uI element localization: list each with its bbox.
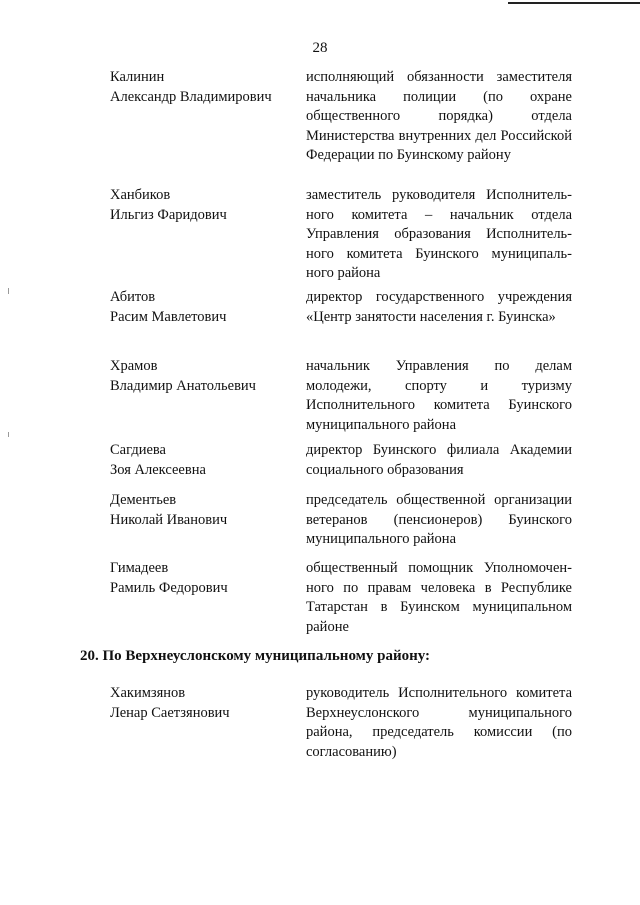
member-given-names: Николай Иванович (110, 511, 228, 528)
member-position: директор государственного учреждения «Центр занятости населения г. Буинска» (306, 289, 572, 325)
member-position: исполняющий обязанности заместителя начальника полиции (по охране общественного порядка) отдела Министерства внутренних дел Российской Федерации по Буинскому району (306, 69, 572, 163)
member-given-names: Расим Мавлетович (110, 308, 227, 325)
member-position: заместитель руководителя Исполнитель-ного комитета – начальник отдела Управления образования Исполнитель-ного комитета Буинского муниципаль-ного района (306, 187, 572, 281)
member-name (110, 684, 290, 723)
top-rule (508, 2, 640, 4)
member-given-names: Зоя Алексеевна (110, 461, 206, 478)
section-number: 20. (80, 648, 99, 664)
section-heading (80, 648, 430, 665)
member-given-names: Александр Владимирович (110, 88, 272, 105)
member-surname: Абитов (110, 289, 156, 305)
scan-speck (8, 432, 9, 437)
member-surname: Сагдиева (110, 442, 166, 458)
scan-speck (8, 288, 9, 294)
member-given-names: Владимир Анатольевич (110, 377, 256, 394)
section-title: По Верхнеуслонскому муниципальному району: (102, 648, 431, 664)
member-position: общественный помощник Уполномочен-ного по правам человека в Республике Татарстан в Буинском муниципальном районе (306, 560, 572, 635)
member-given-names: Рамиль Федорович (110, 579, 228, 596)
member-position: директор Буинского филиала Академии социального образования (306, 442, 572, 478)
member-name (110, 68, 290, 107)
member-name (110, 357, 290, 396)
member-surname: Ханбиков (110, 187, 171, 203)
member-position: председатель общественной организации ветеранов (пенсионеров) Буинского муниципального района (306, 492, 572, 547)
member-surname: Дементьев (110, 492, 177, 508)
member-given-names: Ленар Саетзянович (110, 704, 230, 721)
member-name (110, 441, 290, 480)
member-name (110, 559, 290, 598)
member-position: руководитель Исполнительного комитета Верхнеуслонского муниципального района, председатель комиссии (по согласованию) (306, 685, 572, 760)
member-name (110, 491, 290, 530)
member-name (110, 288, 290, 327)
page-number: 28 (312, 40, 328, 56)
member-surname: Храмов (110, 358, 158, 374)
member-surname: Хакимзянов (110, 685, 186, 701)
member-name (110, 186, 290, 225)
member-surname: Калинин (110, 69, 165, 85)
member-surname: Гимадеев (110, 560, 169, 576)
member-position: начальник Управления по делам молодежи, спорту и туризму Исполнительного комитета Буинского муниципального района (306, 358, 572, 433)
member-given-names: Ильгиз Фаридович (110, 206, 227, 223)
